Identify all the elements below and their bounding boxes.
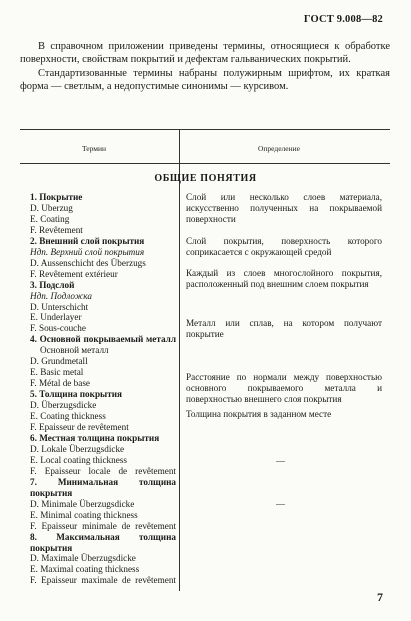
term-5-de: D. Überzugsdicke (30, 400, 97, 411)
term-8-en: E. Maximal coating thickness (30, 564, 140, 575)
term-3-fr: F. Sous-couche (30, 323, 86, 334)
term-6-en: E. Local coating thickness (30, 454, 127, 465)
definition-5: Расстояние по нормали между поверхностью основного покрываемого металла и поверхностью внешнего слоя покрытия (186, 372, 382, 404)
term-1: 1. Покрытие (30, 192, 83, 202)
terms-column (30, 192, 176, 586)
intro-paragraph-1: В справочном приложении приведены термины, относящиеся к обработке поверхности, свойствам покрытий и дефектам гальванических покрытий. (20, 41, 390, 66)
column-header-term: Термин (82, 144, 107, 153)
standard-header: ГОСТ 9.008—82 (303, 14, 383, 25)
definition-3: Каждый из слоев многослойного покрытия, расположенный под внешним слоем покрытия (186, 268, 382, 289)
term-7-en: E. Minimal coating thickness (30, 509, 138, 520)
term-3-en: E. Underlayer (30, 312, 82, 323)
term-5-fr: F. Epaisseur de revêtement (30, 422, 129, 433)
intro-paragraph-2: Стандартизованные термины набраны полужирным шрифтом, их краткая форма — светлым, а недопустимые синонимы — курсивом. (20, 67, 390, 93)
intro-text (20, 40, 390, 94)
term-4-fr: F. Métal de base (30, 378, 90, 389)
term-6-fr: F. Epaisseur locale de revêtement (30, 465, 176, 476)
term-5: 5. Толщина покрытия (30, 389, 123, 400)
term-3: 3. Подслой (30, 279, 75, 290)
term-4-de: D. Grundmetall (30, 356, 88, 367)
column-divider (179, 129, 180, 591)
table-header-rule (20, 163, 390, 164)
page-number: 7 (377, 590, 383, 604)
term-3-de: D. Unterschicht (30, 301, 89, 312)
term-8-fr: F. Epaisseur maximale de revêtement (30, 575, 176, 586)
term-2-de: D. Aussenschicht des Überzugs (30, 257, 146, 268)
term-7-de: D. Minimale Überzugsdicke (30, 498, 135, 509)
term-5-en: E. Coating thickness (30, 411, 106, 422)
definition-6: Толщина покрытия в заданном месте (186, 409, 332, 419)
term-2-fr: F. Revêtement extérieur (30, 268, 118, 279)
definition-4: Металл или сплав, на котором получают покрытие (186, 318, 382, 339)
definition-2: Слой покрытия, поверхность которого соприкасается с окружающей средой (186, 236, 382, 257)
term-8: 8. Максимальная толщина покрытия (30, 531, 176, 553)
term-4: 4. Основной покрываемый металл (30, 334, 176, 345)
term-3-forbidden-synonym: Ндп. Подложка (30, 290, 92, 301)
term-8-de: D. Maximale Überzugsdicke (30, 553, 136, 564)
term-1-fr: F. Revêtement (30, 224, 83, 235)
term-1-en: E. Coating (30, 213, 70, 224)
section-title: ОБЩИЕ ПОНЯТИЯ (154, 173, 257, 184)
table-top-rule (20, 129, 390, 130)
term-4-en: E. Basic metal (30, 367, 84, 378)
term-7-fr: F. Epaisseur minimale de revêtement (30, 520, 176, 531)
term-2: 2. Внешний слой покрытия (30, 235, 145, 246)
term-1-de: D. Uberzug (30, 202, 73, 213)
definition-1: Слой или несколько слоев материала, искусственно полученных на покрываемой поверхности (186, 192, 382, 224)
term-7: 7. Минимальная толщина покрытия (30, 476, 176, 498)
definition-8: — (276, 499, 285, 509)
term-4-short-form: Основной металл (40, 345, 109, 356)
term-6: 6. Местная толщина покрытия (30, 432, 160, 443)
column-header-definition: Определение (258, 144, 300, 153)
definition-7: — (276, 456, 285, 466)
term-6-de: D. Lokale Überzugsdicke (30, 443, 125, 454)
term-2-forbidden-synonym: Ндп. Верхний слой покрытия (30, 246, 145, 257)
